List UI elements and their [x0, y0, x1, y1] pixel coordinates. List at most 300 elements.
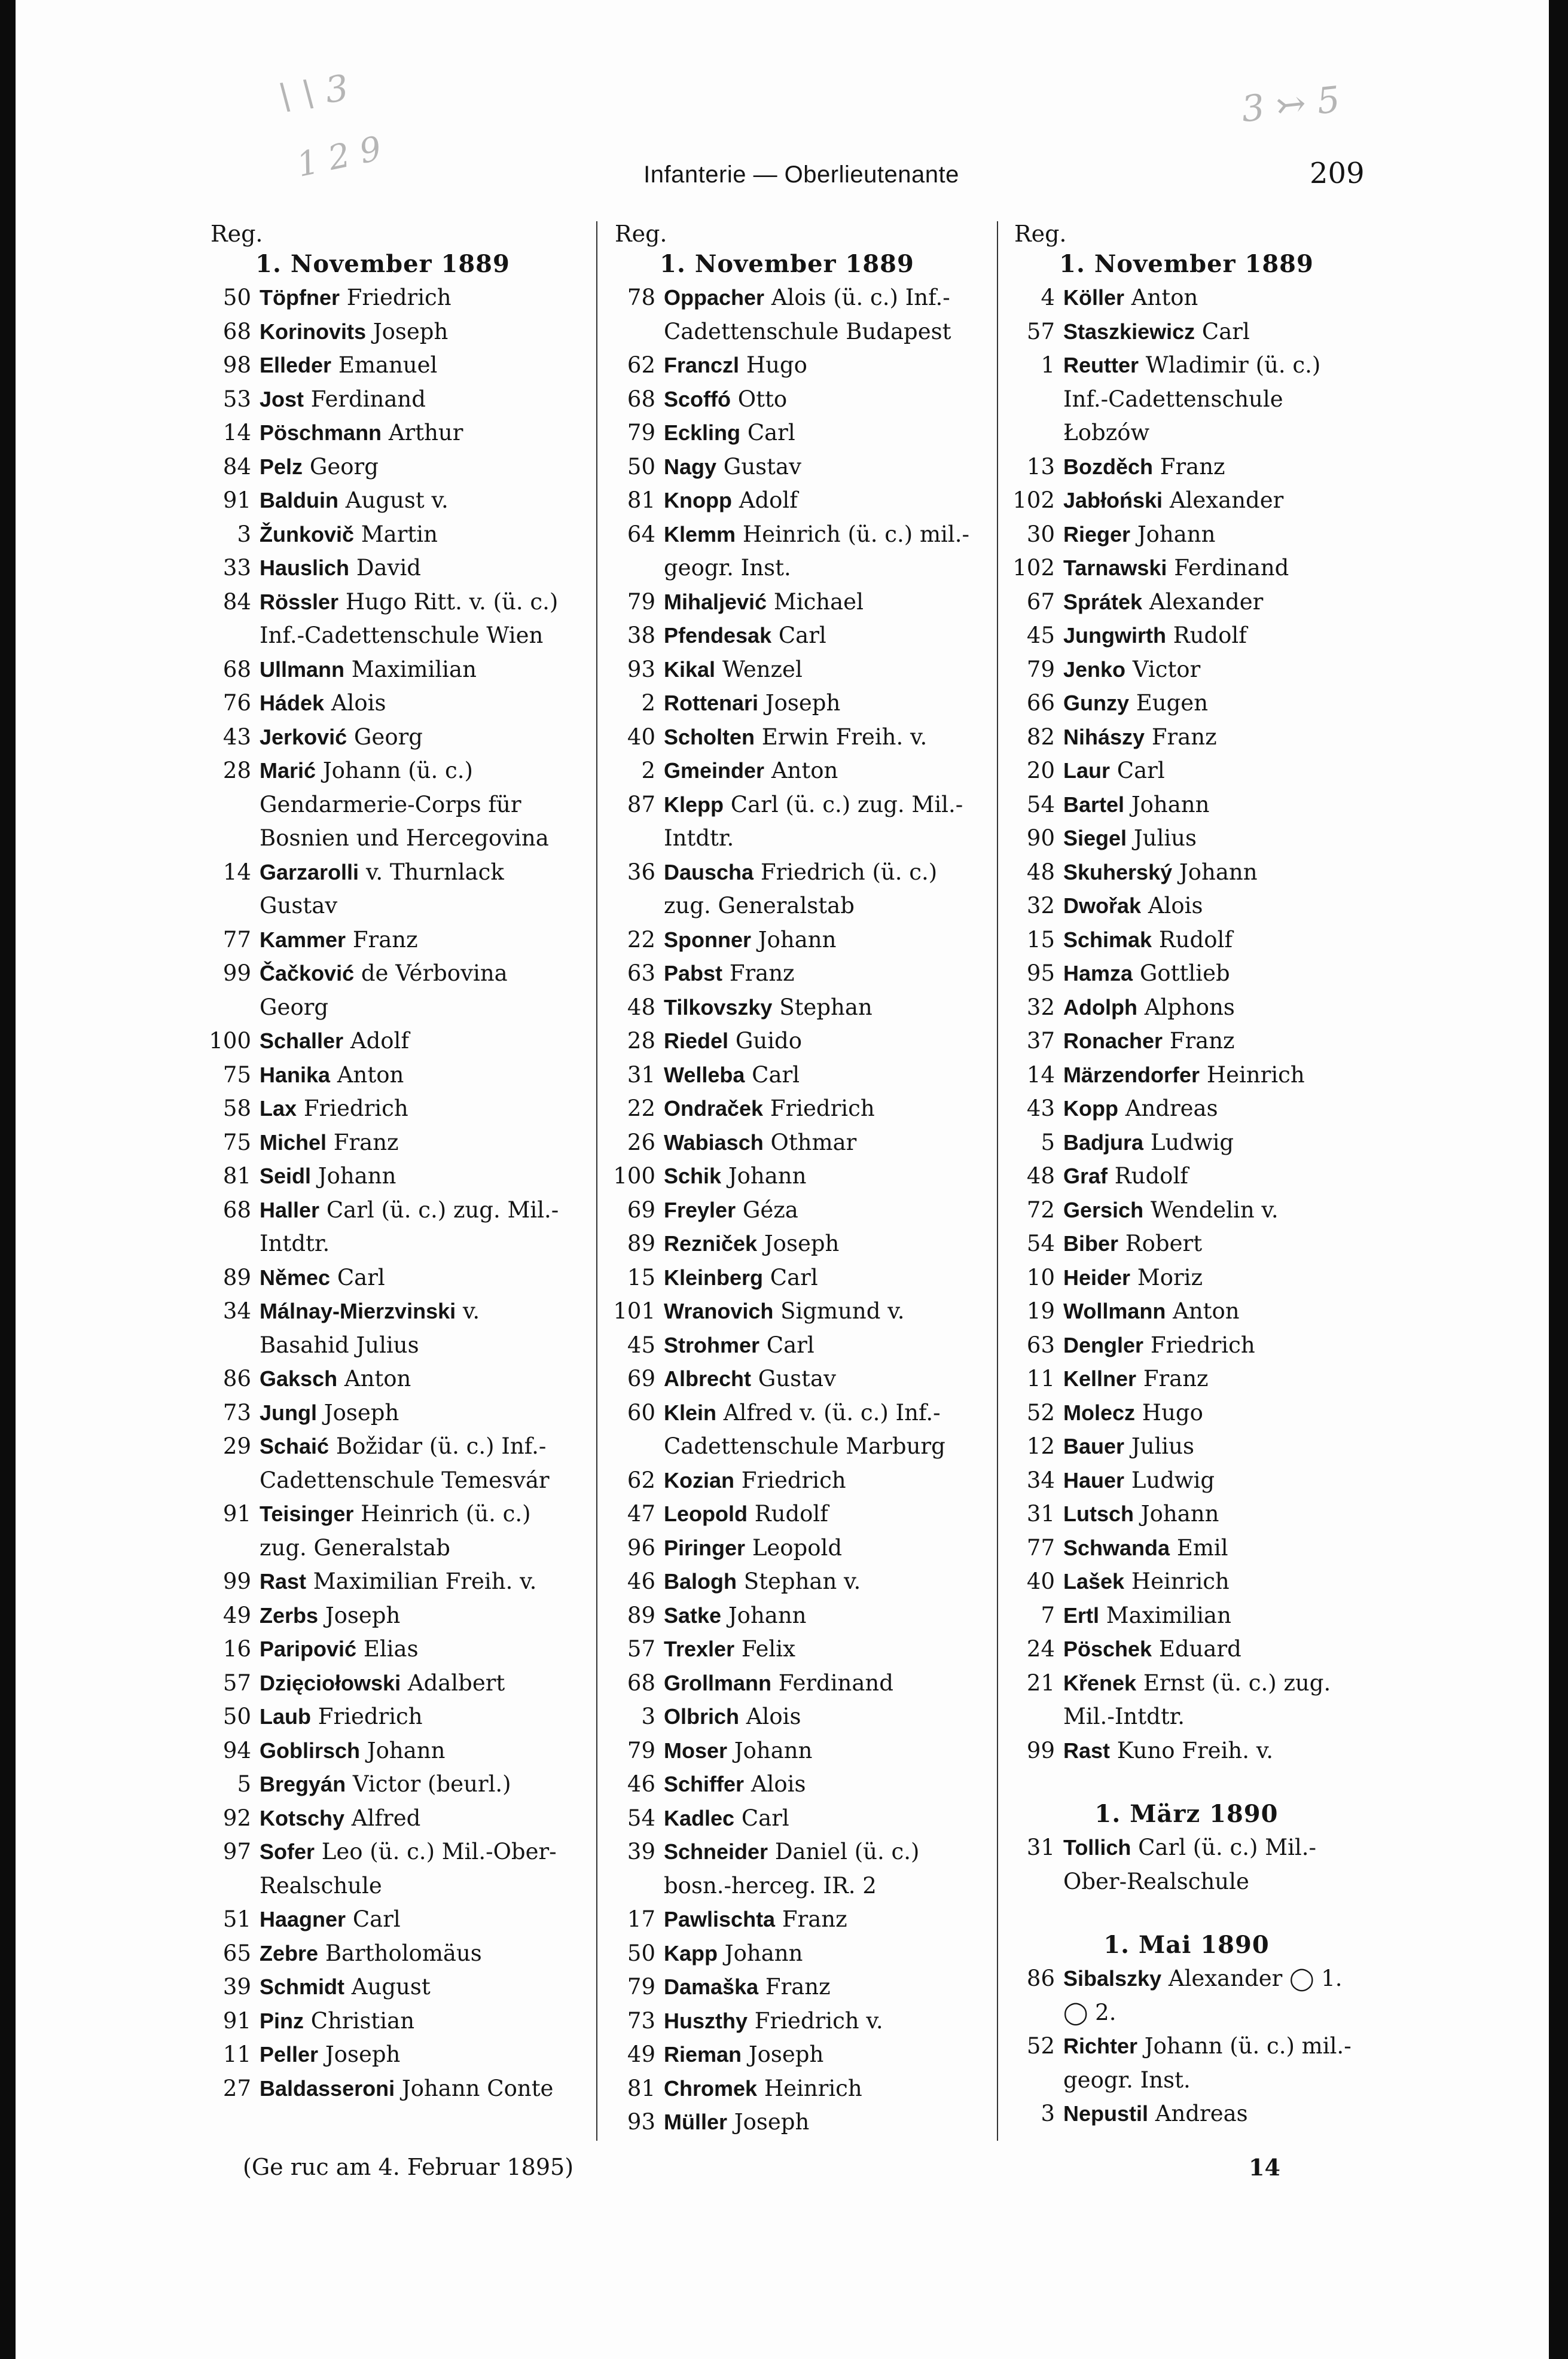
- officer-surname: Badjura: [1063, 1130, 1144, 1155]
- officer-details: Alois (ü. c.) Inf.-Cadettenschule Budapest: [664, 285, 951, 344]
- officer-surname: Müller: [664, 2110, 728, 2134]
- officer-surname: Rössler: [260, 589, 339, 614]
- officer-surname: Siegel: [1063, 826, 1127, 850]
- regiment-number: 86: [1026, 1966, 1055, 1991]
- officer-details: Alexander: [1149, 588, 1264, 615]
- officer-details: August: [351, 1974, 431, 2000]
- officer-surname: Peller: [260, 2042, 319, 2067]
- regiment-number: 39: [222, 1974, 251, 2000]
- regiment-number: 5: [1041, 1129, 1055, 1155]
- roster-entry: [1001, 721, 1372, 755]
- officer-details: Franz: [1160, 453, 1225, 480]
- promotion-date-heading: 1. November 1889: [1059, 250, 1314, 278]
- roster-entry: [197, 1970, 568, 2004]
- roster-entry: [197, 518, 568, 552]
- roster-entry: [602, 1835, 972, 1903]
- officer-details: Rudolf: [1173, 622, 1247, 648]
- officer-details: Joseph: [325, 1602, 401, 1628]
- officer-surname: Tilkovszky: [664, 994, 773, 1020]
- officer-details: Joseph: [325, 2041, 401, 2067]
- roster-entry: [1001, 1632, 1372, 1667]
- regiment-number: 79: [627, 1974, 655, 2000]
- regiment-number: 73: [627, 2007, 655, 2034]
- roster-entry: [602, 585, 972, 619]
- regiment-number: 96: [627, 1534, 655, 1561]
- regiment-number: 77: [1026, 1534, 1055, 1561]
- officer-surname: Schimak: [1063, 927, 1152, 952]
- roster-entry: [602, 450, 972, 484]
- officer-surname: Sponner: [664, 927, 752, 952]
- officer-details: Maximilian Freih. v.: [313, 1568, 537, 1594]
- officer-surname: Haagner: [260, 1907, 346, 1931]
- roster-entry: [602, 1667, 972, 1701]
- roster-entry: [1001, 1531, 1372, 1565]
- officer-details: Maximilian: [1106, 1602, 1231, 1628]
- officer-details: Emanuel: [338, 352, 438, 378]
- roster-entry: [197, 856, 568, 923]
- officer-details: Emil: [1176, 1534, 1228, 1561]
- officer-details: Friedrich: [303, 1095, 408, 1121]
- officer-details: Rudolf: [1158, 926, 1233, 953]
- roster-entry: [602, 721, 972, 755]
- scan-border-right: [1549, 0, 1568, 2359]
- regiment-number: 91: [222, 1501, 251, 1527]
- regiment-number: 20: [1026, 758, 1055, 783]
- officer-details: Hugo: [746, 352, 807, 378]
- officer-surname: Ronacher: [1063, 1029, 1163, 1053]
- regiment-number: 57: [627, 1636, 655, 1662]
- officer-details: Wendelin v.: [1150, 1197, 1279, 1223]
- roster-entry: [602, 1497, 972, 1531]
- officer-details: Heinrich (ü. c.) mil.-geogr. Inst.: [664, 521, 969, 581]
- officer-details: Otto: [737, 386, 788, 412]
- officer-surname: Jungwirth: [1063, 623, 1166, 648]
- regiment-number: 93: [627, 2109, 655, 2135]
- officer-surname: Olbrich: [664, 1704, 740, 1729]
- officer-details: Joseph: [373, 318, 449, 344]
- roster-entry: [197, 1937, 568, 1971]
- officer-surname: Strohmer: [664, 1332, 760, 1357]
- margin-note-top-left-a: \ \ 3: [276, 67, 352, 118]
- officer-surname: Graf: [1063, 1164, 1108, 1188]
- officer-surname: Kammer: [260, 927, 346, 952]
- roster-entry: [602, 1734, 972, 1768]
- regiment-number: 46: [627, 1771, 655, 1797]
- roster-entry: [602, 1970, 972, 2004]
- roster-entry: [1001, 957, 1372, 991]
- regiment-number: 68: [222, 1197, 251, 1223]
- roster-entry: [1001, 754, 1372, 788]
- officer-surname: Sibalszky: [1063, 1966, 1162, 1991]
- roster-entry: [197, 585, 568, 653]
- officer-details: Leopold: [752, 1534, 843, 1561]
- officer-details: Anton: [1173, 1298, 1240, 1324]
- officer-surname: Hádek: [260, 691, 325, 715]
- regiment-number: 34: [222, 1298, 251, 1324]
- officer-surname: Seidl: [260, 1164, 312, 1188]
- officer-details: Maximilian: [351, 656, 477, 682]
- regiment-number: 22: [627, 1095, 655, 1121]
- roster-entry: [602, 1802, 972, 1836]
- officer-surname: Freyler: [664, 1197, 736, 1222]
- officer-surname: Pawlischta: [664, 1907, 776, 1931]
- officer-details: Franz: [729, 960, 795, 986]
- officer-details: Alfred v. (ü. c.) Inf.-Cadettenschule Marburg: [664, 1399, 945, 1459]
- officer-details: Joseph: [765, 690, 841, 716]
- officer-details: Carl: [752, 1061, 800, 1088]
- officer-details: Friedrich: [741, 1467, 846, 1493]
- officer-surname: Molecz: [1063, 1400, 1136, 1425]
- officer-details: Ludwig: [1150, 1129, 1234, 1155]
- scan-border-left: [0, 0, 16, 2359]
- regiment-number: 27: [222, 2075, 251, 2101]
- officer-surname: Klemm: [664, 521, 736, 547]
- roster-entry: [602, 856, 972, 923]
- roster-entry: [602, 1092, 972, 1126]
- regiment-number: 31: [1026, 1501, 1055, 1527]
- officer-details: August v.: [345, 487, 449, 513]
- officer-details: Leo (ü. c.) Mil.-Ober-Realschule: [260, 1839, 557, 1899]
- officer-details: Rudolf: [754, 1501, 828, 1527]
- regiment-number: 2: [641, 758, 655, 783]
- officer-details: Johann: [728, 1602, 807, 1628]
- regiment-number: 7: [1041, 1602, 1055, 1628]
- officer-surname: Jabłoński: [1063, 488, 1163, 512]
- regiment-number: 86: [222, 1366, 251, 1391]
- roster-entry: [1001, 1126, 1372, 1160]
- roster-entry: [602, 1362, 972, 1396]
- regiment-number: 58: [222, 1095, 251, 1121]
- officer-surname: Huszthy: [664, 2008, 748, 2033]
- roster-entry: [1001, 349, 1372, 450]
- officer-surname: Töpfner: [260, 285, 340, 310]
- officer-surname: Knopp: [664, 488, 732, 512]
- officer-details: Andreas: [1125, 1095, 1218, 1121]
- regiment-number: 50: [222, 1704, 251, 1729]
- officer-surname: Křenek: [1063, 1670, 1137, 1695]
- regiment-number: 68: [627, 1670, 655, 1696]
- officer-details: Friedrich: [1150, 1332, 1255, 1358]
- regiment-number: 48: [1026, 1163, 1055, 1189]
- regiment-number: 87: [627, 791, 655, 817]
- regiment-number: 40: [627, 724, 655, 750]
- regiment-number: 51: [222, 1906, 251, 1932]
- officer-surname: Wranovich: [664, 1299, 774, 1323]
- regiment-number: 5: [237, 1771, 251, 1797]
- officer-details: Hugo Ritt. v. (ü. c.) Inf.-Cadettenschule Wien: [260, 588, 559, 648]
- officer-surname: Klepp: [664, 792, 724, 817]
- roster-entry: [602, 1599, 972, 1633]
- roster-entry: [197, 1835, 568, 1903]
- officer-surname: Riedel: [664, 1029, 729, 1053]
- roster-entry: [197, 653, 568, 687]
- officer-details: Carl (ü. c.) Mil.-Ober-Realschule: [1063, 1835, 1317, 1894]
- roster-entry: [602, 991, 972, 1025]
- column-divider: [997, 221, 998, 2141]
- officer-surname: Franczl: [664, 353, 740, 377]
- roster-entry: [1001, 1329, 1372, 1363]
- officer-details: Gustav: [723, 453, 802, 480]
- regiment-number: 24: [1026, 1636, 1055, 1662]
- officer-surname: Wollmann: [1063, 1299, 1166, 1323]
- regiment-number: 98: [222, 352, 251, 378]
- regiment-number: 33: [222, 555, 251, 581]
- officer-details: Friedrich (ü. c.) zug. Generalstab: [664, 859, 938, 918]
- officer-details: Friedrich: [318, 1704, 423, 1729]
- regiment-number: 63: [1026, 1332, 1055, 1358]
- regiment-number: 40: [1026, 1568, 1055, 1594]
- roster-entry: [197, 686, 568, 721]
- roster-entry: [197, 1295, 568, 1362]
- roster-entry: [602, 2072, 972, 2106]
- regiment-number: 47: [627, 1501, 655, 1527]
- officer-surname: Ertl: [1063, 1603, 1100, 1628]
- officer-details: Heinrich: [1206, 1061, 1305, 1088]
- officer-details: Carl (ü. c.) zug. Mil.-Intdtr.: [664, 791, 963, 851]
- officer-surname: Schiffer: [664, 1772, 745, 1796]
- regiment-number: 62: [627, 1467, 655, 1493]
- roster-entry: [602, 1464, 972, 1498]
- officer-surname: Sofer: [260, 1839, 315, 1864]
- officer-details: Alfred: [351, 1805, 421, 1831]
- roster-entry: [602, 1937, 972, 1971]
- officer-details: Arthur: [388, 420, 463, 445]
- officer-details: Alois: [751, 1771, 806, 1797]
- officer-surname: Dauscha: [664, 859, 754, 884]
- roster-entry: [602, 788, 972, 856]
- roster-entry: [1001, 1058, 1372, 1092]
- officer-details: Ludwig: [1131, 1467, 1215, 1493]
- officer-surname: Nagy: [664, 454, 717, 479]
- officer-details: Božidar (ü. c.) Inf.-Cadettenschule Temesvár: [260, 1433, 550, 1493]
- roster-entry: [1001, 1024, 1372, 1058]
- roster-entry: [197, 1396, 568, 1430]
- regiment-number: 12: [1026, 1433, 1055, 1459]
- regiment-number: 49: [627, 2041, 655, 2067]
- roster-entry: [602, 416, 972, 450]
- regiment-number: 90: [1026, 825, 1055, 851]
- officer-details: Franz: [782, 1906, 847, 1932]
- regiment-number: 3: [1041, 2101, 1055, 2126]
- roster-entry: [197, 2004, 568, 2038]
- roster-entry: [1001, 822, 1372, 856]
- roster-entry: [1001, 1464, 1372, 1498]
- officer-surname: Oppacher: [664, 285, 765, 310]
- officer-details: Rudolf: [1114, 1163, 1188, 1189]
- regiment-number: 69: [627, 1366, 655, 1391]
- officer-surname: Balduin: [260, 488, 338, 512]
- officer-surname: Rottenari: [664, 691, 759, 715]
- roster-entry: [197, 721, 568, 755]
- officer-surname: Rieger: [1063, 521, 1131, 547]
- promotion-date-heading: 1. November 1889: [660, 250, 914, 278]
- officer-details: Elias: [363, 1636, 419, 1662]
- regiment-number: 100: [613, 1163, 655, 1189]
- regiment-number: 97: [222, 1839, 251, 1864]
- officer-details: Andreas: [1155, 2101, 1248, 2126]
- roster-entry: [197, 383, 568, 417]
- promotion-date-heading: 1. März 1890: [1094, 1800, 1279, 1828]
- officer-surname: Michel: [260, 1130, 327, 1155]
- officer-details: Ernst (ü. c.) zug. Mil.-Intdtr.: [1063, 1670, 1331, 1729]
- officer-details: Johann: [1131, 791, 1210, 817]
- regiment-number: 76: [222, 690, 251, 716]
- officer-surname: Biber: [1063, 1231, 1119, 1256]
- officer-details: Johann: [758, 926, 837, 953]
- roster-entry: [197, 1632, 568, 1667]
- officer-details: Daniel (ü. c.) bosn.-herceg. IR. 2: [664, 1839, 920, 1899]
- officer-surname: Jenko: [1063, 657, 1126, 682]
- officer-details: Ferdinand: [1174, 555, 1289, 581]
- officer-details: Anton: [337, 1061, 404, 1088]
- officer-surname: Laur: [1063, 758, 1111, 783]
- officer-details: Heinrich: [1131, 1568, 1230, 1594]
- roster-entry: [602, 1632, 972, 1667]
- officer-surname: Adolph: [1063, 994, 1137, 1020]
- regiment-number: 31: [627, 1061, 655, 1088]
- roster-entry: [1001, 551, 1372, 585]
- roster-entry: [197, 484, 568, 518]
- roster-entry: [1001, 281, 1372, 315]
- regiment-number: 48: [627, 994, 655, 1020]
- officer-details: Alois: [331, 690, 386, 716]
- officer-details: Alois: [1148, 893, 1203, 918]
- roster-entry: [1001, 1396, 1372, 1430]
- roster-entry: [1001, 1831, 1372, 1899]
- officer-details: Felix: [741, 1636, 795, 1662]
- regiment-number: 62: [627, 352, 655, 378]
- officer-details: Carl: [352, 1906, 401, 1932]
- officer-surname: Zebre: [260, 1940, 319, 1966]
- officer-surname: Albrecht: [664, 1366, 752, 1391]
- roster-entry: [197, 1700, 568, 1734]
- roster-entry: [197, 2038, 568, 2072]
- roster-entry: [602, 2105, 972, 2140]
- roster-entry: [602, 1329, 972, 1363]
- roster-entry: [1001, 1261, 1372, 1295]
- officer-details: Gottlieb: [1139, 960, 1230, 986]
- officer-details: Franz: [765, 1974, 831, 2000]
- roster-entry: [602, 281, 972, 349]
- regiment-number: 3: [641, 1704, 655, 1729]
- regiment-number: 14: [1026, 1061, 1055, 1088]
- roster-entry: [1001, 450, 1372, 484]
- roster-entry: [1001, 1430, 1372, 1464]
- officer-details: Alexander: [1169, 487, 1284, 513]
- officer-surname: Schaller: [260, 1029, 344, 1053]
- officer-surname: Paripović: [260, 1637, 357, 1661]
- officer-surname: Pinz: [260, 2008, 304, 2033]
- officer-surname: Korinovits: [260, 319, 367, 344]
- officer-details: Anton: [771, 758, 838, 783]
- officer-details: Johann (ü. c.) Gendarmerie-Corps für Bosnien und Hercegovina: [260, 758, 549, 851]
- page-number: 209: [1310, 157, 1365, 190]
- officer-details: Anton: [344, 1366, 411, 1391]
- officer-details: Heinrich: [764, 2075, 862, 2101]
- regiment-number: 45: [1026, 622, 1055, 648]
- officer-details: Alois: [746, 1704, 801, 1729]
- roster-entry: [1001, 923, 1372, 957]
- regiment-number: 43: [222, 724, 251, 750]
- officer-details: Franz: [1143, 1366, 1209, 1391]
- margin-note-top-left-b: 1 2 9: [293, 129, 385, 185]
- officer-details: de Vérbovina Georg: [260, 960, 508, 1020]
- roster-entry: [602, 383, 972, 417]
- officer-surname: Ullmann: [260, 657, 345, 682]
- officer-details: Martin: [361, 521, 438, 547]
- regiment-number: 38: [627, 622, 655, 648]
- officer-details: Victor (beurl.): [352, 1771, 511, 1797]
- roster-entry: [602, 1531, 972, 1565]
- officer-details: Stephan: [779, 994, 873, 1020]
- regiment-number: 66: [1026, 690, 1055, 716]
- regiment-number: 68: [627, 386, 655, 412]
- roster-entry: [197, 1565, 568, 1599]
- regiment-number: 48: [1026, 859, 1055, 885]
- officer-surname: Moser: [664, 1738, 728, 1763]
- officer-details: Georg: [353, 724, 423, 750]
- regiment-number: 78: [627, 285, 655, 310]
- regiment-number: 34: [1026, 1467, 1055, 1493]
- regiment-number: 89: [627, 1231, 655, 1256]
- regiment-number: 45: [627, 1332, 655, 1358]
- roster-entry: [1001, 991, 1372, 1025]
- roster-entry: [1001, 1497, 1372, 1531]
- regiment-number: 94: [222, 1737, 251, 1763]
- regiment-number: 28: [627, 1028, 655, 1054]
- officer-surname: Jungl: [260, 1400, 317, 1425]
- regiment-number: 32: [1026, 994, 1055, 1020]
- officer-details: Christian: [310, 2007, 415, 2034]
- regiment-number: 89: [222, 1264, 251, 1290]
- officer-surname: Žunkovič: [260, 521, 355, 547]
- regiment-number: 63: [627, 960, 655, 986]
- officer-surname: Bartel: [1063, 792, 1125, 817]
- roster-entry: [197, 1058, 568, 1092]
- officer-surname: Baldasseroni: [260, 2076, 395, 2101]
- roster-entry: [602, 1261, 972, 1295]
- regiment-number: 69: [627, 1197, 655, 1223]
- regiment-number: 26: [627, 1129, 655, 1155]
- officer-details: Johann Conte: [401, 2075, 554, 2101]
- roster-entry: [602, 1194, 972, 1228]
- roster-entry: [1001, 889, 1372, 923]
- regiment-number: 84: [222, 588, 251, 615]
- officer-details: Alphons: [1144, 994, 1235, 1020]
- regiment-number: 15: [1026, 926, 1055, 953]
- officer-details: Johann: [734, 1737, 813, 1763]
- officer-surname: Dzięciołowski: [260, 1670, 401, 1695]
- officer-details: Julius: [1131, 1433, 1194, 1459]
- officer-surname: Gunzy: [1063, 691, 1130, 715]
- officer-surname: Leopold: [664, 1502, 748, 1526]
- regiment-number: 11: [1026, 1366, 1055, 1391]
- reg-column-label: Reg.: [1014, 221, 1067, 247]
- officer-details: v. Basahid Julius: [260, 1298, 480, 1358]
- regiment-number: 81: [627, 487, 655, 513]
- officer-details: Carl: [770, 1264, 818, 1290]
- promotion-date-heading: 1. November 1889: [255, 250, 510, 278]
- officer-details: Carl: [778, 622, 826, 648]
- roster-entry: [602, 653, 972, 687]
- roster-column-1: [197, 220, 568, 2105]
- roster-entry: [602, 923, 972, 957]
- officer-details: Joseph: [324, 1399, 399, 1426]
- signature-mark: 14: [1249, 2154, 1280, 2181]
- officer-surname: Märzendorfer: [1063, 1062, 1200, 1087]
- officer-surname: Málnay-Mierzvinski: [260, 1299, 456, 1323]
- regiment-number: 22: [627, 926, 655, 953]
